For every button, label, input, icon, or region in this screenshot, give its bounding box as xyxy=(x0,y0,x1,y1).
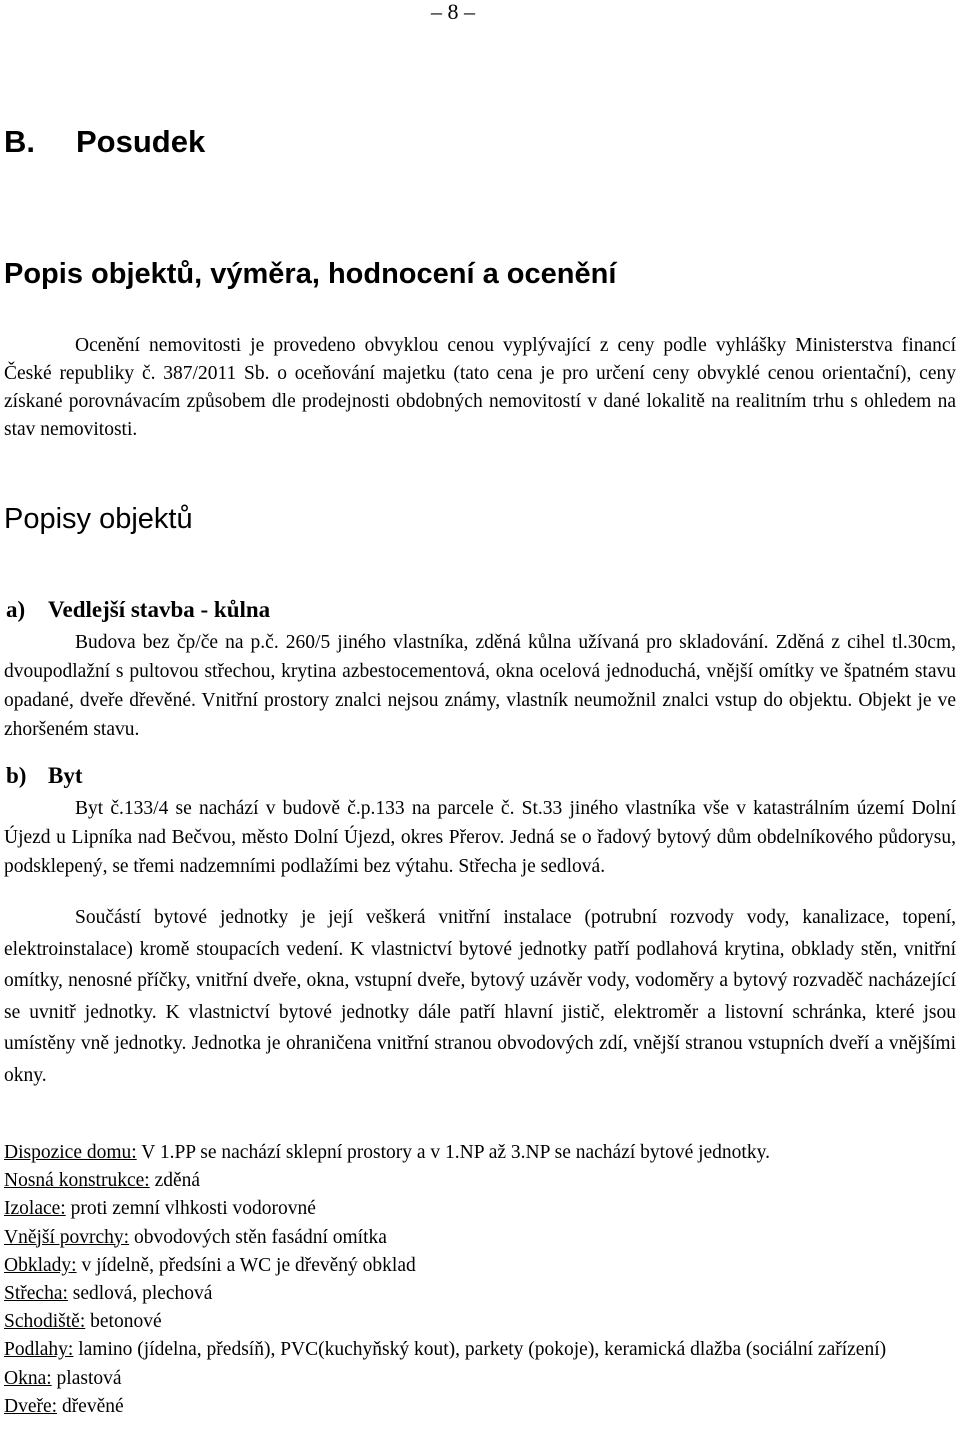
object-b-paragraph-1 xyxy=(4,794,956,881)
spec-label: Střecha: xyxy=(4,1283,68,1305)
section-number: B. xyxy=(4,124,35,159)
spec-value: v jídelně, předsíni a WC je dřevěný obklad xyxy=(76,1254,416,1276)
spec-value: proti zemní vlhkosti vodorovné xyxy=(65,1198,316,1220)
spec-value: obvodových stěn fasádní omítka xyxy=(129,1226,387,1248)
spec-label: Dveře: xyxy=(4,1395,58,1417)
spec-label: Dispozice domu: xyxy=(4,1142,137,1163)
object-b-text-2: Součástí bytové jednotky je její veškerá vnitřní instalace (potrubní rozvody vody, kanalizace, topení, elektroinstalace) kromě stoupacích vedení. K vlastnictví bytové jednotky patří podlahová krytina, obklady stěn, vnitřní omítky, nenosné příčky, vnitřní dveře, okna, vstupní dveře, bytový uzávěr vody, vodoměry a bytový rozvaděč nacházející se uvnitř jednotky. K vlastnictví bytové jednotky dále patří hlavní jistič, elektroměr a listovní schránka, které jsou umístěny vně jednotky. Jednotka je ohraničena vnitřní stranou obvodových zdí, vnější stranou vstupních dveří a vnějšími okny. xyxy=(4,907,956,1086)
spec-label: Obklady: xyxy=(4,1254,77,1276)
intro-paragraph-text: Ocenění nemovitosti je provedeno obvyklou cenou vyplývající z ceny podle vyhlášky Ministerstva financí České republiky č. 387/2011 Sb. o oceňování majetku (tato cena je pro určení ceny obvyklé cenou orientační), ceny získané porovnávacím způsobem dle prodejnosti obdobných nemovitostí v dané lokalitě na realitním trhu s ohledem na stav nemovitosti. xyxy=(4,335,956,440)
spec-row xyxy=(4,1224,956,1252)
object-b-heading xyxy=(6,763,83,789)
spec-row xyxy=(4,1252,956,1280)
object-b-paragraph-2 xyxy=(4,902,956,1091)
page-number: – 8 – xyxy=(431,0,475,24)
spec-value: V 1.PP se nachází sklepní prostory a v 1.NP až 3.NP se nachází bytové jednotky. xyxy=(136,1142,770,1163)
spec-value: zděná xyxy=(149,1170,201,1192)
spec-list xyxy=(4,1139,956,1421)
object-b-title: Byt xyxy=(48,763,83,788)
spec-row xyxy=(4,1393,956,1421)
object-a-title: Vedlejší stavba - kůlna xyxy=(48,597,271,622)
spec-value: sedlová, plechová xyxy=(67,1283,213,1305)
spec-row xyxy=(4,1308,956,1336)
object-a-letter: a) xyxy=(6,597,26,622)
spec-label: Schodiště: xyxy=(4,1311,86,1333)
heading-main: Popis objektů, výměra, hodnocení a ocenění xyxy=(4,258,617,290)
spec-value: dřevěné xyxy=(57,1395,124,1417)
object-a-text: Budova bez čp/če na p.č. 260/5 jiného vlastníka, zděná kůlna užívaná pro skladování. Zděná z cihel tl.30cm, dvoupodlažní s pultovou střechou, krytina azbestocementová, okna ocelová jednoduchá, vnější omítky ve špatném stavu opadané, dveře dřevěné. Vnitřní prostory znalci nejsou známy, vlastník neumožnil znalci vstup do objektu. Objekt je ve zhoršeném stavu. xyxy=(4,632,956,740)
spec-value: lamino (jídelna, předsíň), PVC(kuchyňský kout), parkety (pokoje), keramická dlažba (sociální zařízení) xyxy=(73,1339,887,1361)
spec-row xyxy=(4,1167,956,1195)
section-title-text: Posudek xyxy=(76,124,206,159)
spec-label: Izolace: xyxy=(4,1198,66,1220)
spec-label: Podlahy: xyxy=(4,1339,74,1361)
spec-row xyxy=(4,1139,956,1167)
object-b-text-1: Byt č.133/4 se nachází v budově č.p.133 na parcele č. St.33 jiného vlastníka vše v katastrálním území Dolní Újezd u Lipníka nad Bečvou, město Dolní Újezd, okres Přerov. Jedná se o řadový bytový dům obdelníkového půdorysu, podsklepený, se třemi nadzemními podlažími bez výtahu. Střecha je sedlová. xyxy=(4,798,956,877)
spec-value: betonové xyxy=(85,1311,162,1333)
heading-objects: Popisy objektů xyxy=(4,503,193,535)
spec-label: Vnější povrchy: xyxy=(4,1226,130,1248)
spec-label: Okna: xyxy=(4,1367,52,1389)
spec-value: plastová xyxy=(51,1367,122,1389)
intro-paragraph xyxy=(4,332,956,444)
spec-row xyxy=(4,1336,956,1364)
object-b-letter: b) xyxy=(6,763,27,788)
spec-row xyxy=(4,1365,956,1393)
section-title xyxy=(4,124,205,160)
spec-label: Nosná konstrukce: xyxy=(4,1170,150,1192)
object-a-paragraph xyxy=(4,628,956,744)
spec-row xyxy=(4,1280,956,1308)
spec-row xyxy=(4,1195,956,1223)
object-a-heading xyxy=(6,597,270,623)
